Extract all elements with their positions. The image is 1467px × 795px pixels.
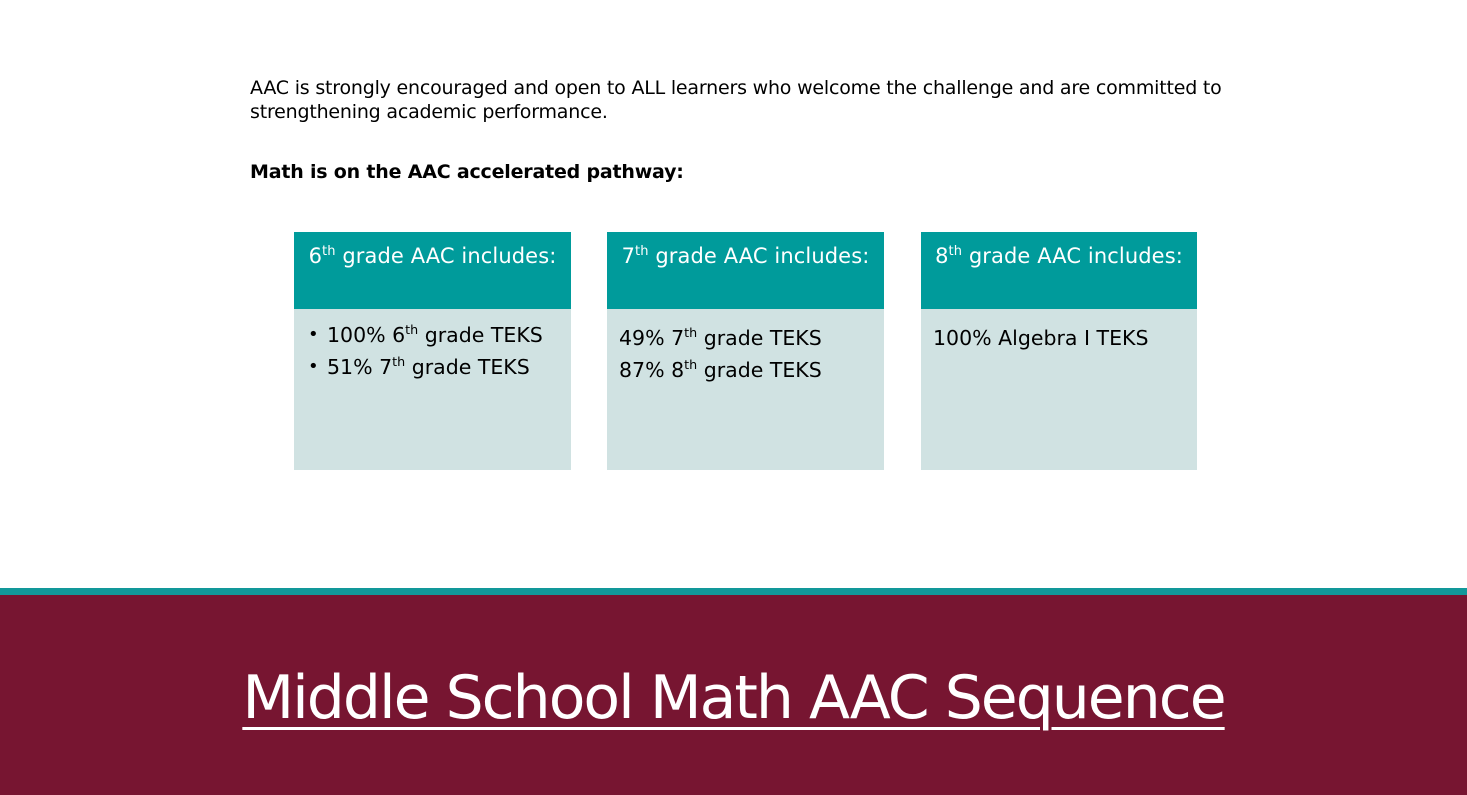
card-body [294,309,571,383]
card-header-ordinal: th [322,243,336,259]
item-text-suffix: grade TEKS [697,326,822,350]
card-header [294,232,571,309]
item-text: 49% 7 [619,326,685,350]
item-text-suffix: grade TEKS [405,355,530,379]
item-text: 100% 6 [327,323,406,347]
item-ordinal: th [684,325,698,341]
bullet-icon: • [308,356,319,377]
accent-divider [0,588,1467,595]
slide-title: Middle School Math AAC Sequence [242,663,1225,733]
card-body [607,309,884,386]
card-header-ordinal: th [635,243,649,259]
card-8th-grade [921,232,1197,470]
bullet-list [306,319,559,383]
card-header-number: 6 [308,244,323,268]
item-text-suffix: grade TEKS [697,358,822,382]
card-header [921,232,1197,309]
card-header [607,232,884,309]
card-header-number: 8 [935,244,949,268]
card-7th-grade [607,232,884,470]
list-item [619,322,872,354]
card-header-label: grade AAC includes: [648,244,870,268]
item-ordinal: th [392,354,406,370]
bullet-icon: • [308,324,319,345]
card-6th-grade [294,232,571,470]
item-ordinal: th [684,357,698,373]
card-header-number: 7 [621,244,636,268]
pathway-heading: Math is on the AAC accelerated pathway: [250,161,684,183]
intro-paragraph: AAC is strongly encouraged and open to ALL learners who welcome the challenge and are committed to strengthening academic performance. [250,77,1222,123]
list-item [306,319,559,351]
list-item [306,351,559,383]
item-text: 87% 8 [619,358,685,382]
card-body [921,309,1197,354]
item-ordinal: th [405,322,419,338]
item-text-suffix: grade TEKS [418,323,543,347]
card-header-ordinal: th [948,243,963,259]
list-item: 100% Algebra I TEKS [933,326,1149,350]
card-header-label: grade AAC includes: [335,244,557,268]
list-item [619,354,872,386]
item-text: 51% 7 [327,355,393,379]
card-header-label: grade AAC includes: [962,244,1183,268]
